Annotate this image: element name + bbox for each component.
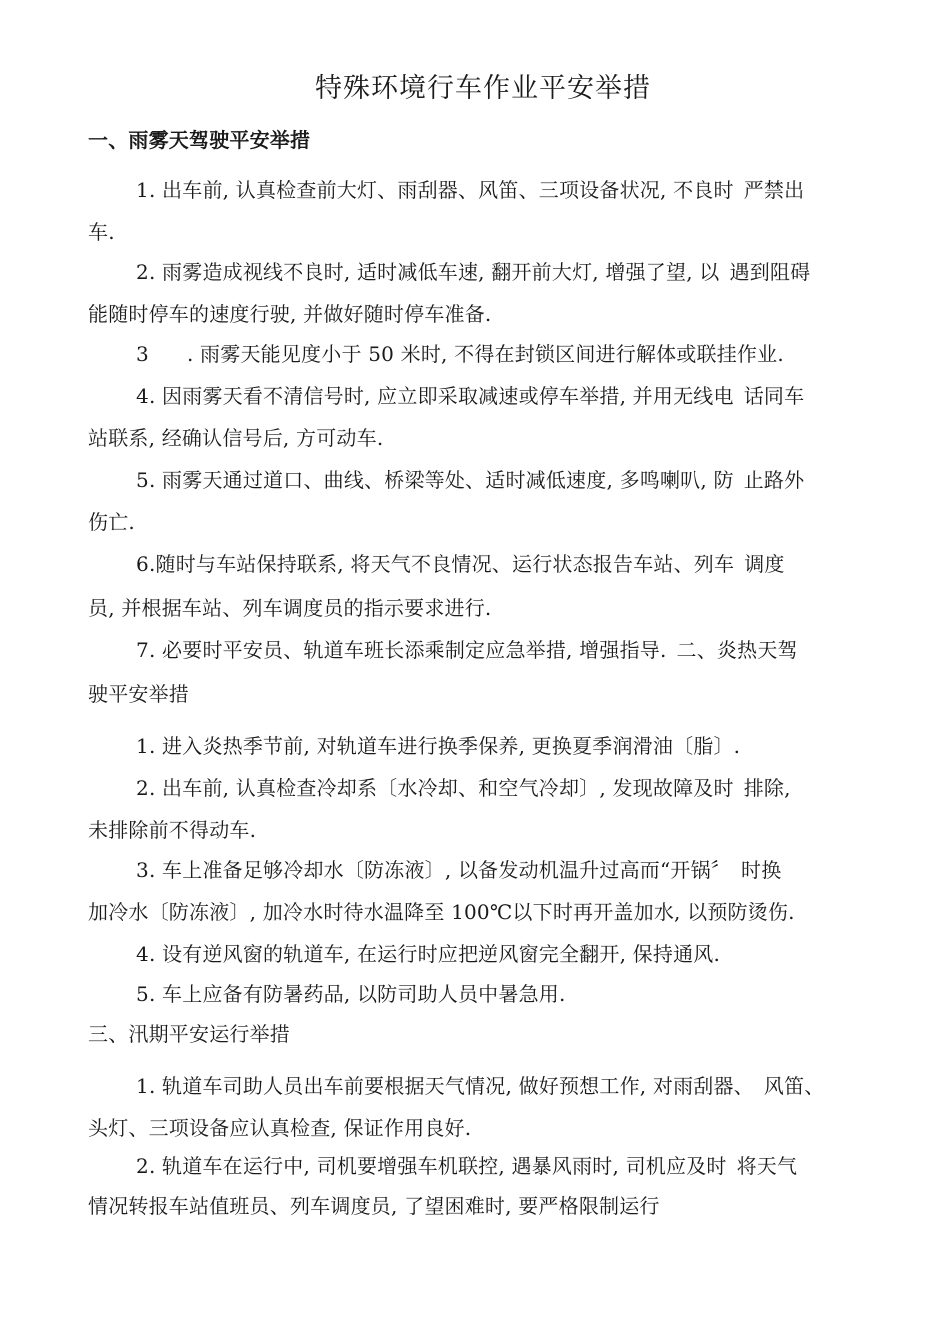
s1-item6-line2: 员, 并根据车站、列车调度员的指示要求进行.	[88, 596, 492, 620]
item-text: . 出车前, 认真检查冷却系〔水冷却、和空气冷却〕, 发现故障及时	[148, 776, 734, 800]
item-number: 2	[136, 260, 149, 284]
document-title: 特殊环境行车作业平安举措	[315, 73, 651, 104]
item-text-cont: 调度	[744, 552, 785, 576]
item-number: 5	[136, 468, 149, 492]
s2-item3-line1	[136, 854, 781, 883]
item-text: . 必要时平安员、轨道车班长添乘制定应急举措, 增强指导.	[148, 638, 667, 662]
item-number: 7	[136, 638, 149, 662]
item-number: 2	[136, 1154, 149, 1178]
item-text: . 进入炎热季节前, 对轨道车进行换季保养, 更换夏季润滑油〔脂〕.	[148, 734, 741, 758]
item-text-cont: 遇到阻碍	[729, 260, 811, 284]
item-text: . 出车前, 认真检查前大灯、雨刮器、风笛、三项设备状况, 不良时	[148, 178, 734, 202]
s2-item3-line2: 加冷水〔防冻液〕, 加冷水时待水温降至 100℃以下时再开盖加水, 以预防烫伤.	[88, 900, 795, 924]
s1-item1-line1	[136, 174, 804, 203]
s1-item4-line1	[136, 380, 804, 409]
s3-item2-line1	[136, 1150, 797, 1179]
s1-item7-line1	[136, 634, 798, 663]
s3-item1-line1	[136, 1070, 825, 1099]
item-text: . 雨雾天通过道口、曲线、桥梁等处、适时减低速度, 多鸣喇叭, 防	[148, 468, 734, 492]
s3-item2-line2: 情况转报车站值班员、列车调度员, 了望困难时, 要严格限制运行	[88, 1194, 660, 1218]
item-text-cont: 排除,	[743, 776, 791, 800]
item-number: 3	[136, 858, 149, 882]
s2-item2-line1	[136, 772, 791, 801]
item-text-cont: 风笛、	[763, 1074, 825, 1098]
item-text-cont: 将天气	[736, 1154, 798, 1178]
item-text: .随时与车站保持联系, 将天气不良情况、运行状态报告车站、列车	[148, 552, 735, 576]
item-text: . 雨雾天能见度小于 50 米时, 不得在封锁区间进行解体或联挂作业.	[186, 342, 784, 366]
section1-heading: 一、雨雾天驾驶平安举措	[88, 128, 311, 152]
item-text: . 车上准备足够冷却水〔防冻液〕, 以备发动机温升过高而“开锅〞	[148, 858, 731, 882]
s1-item1-line2: 车.	[88, 220, 115, 244]
s2-item2-line2: 未排除前不得动车.	[88, 818, 257, 842]
item-number: 3	[136, 342, 149, 366]
item-number: 1	[136, 734, 149, 758]
s1-item5-line2: 伤亡.	[88, 510, 135, 534]
s1-item2-line2: 能随时停车的速度行驶, 并做好随时停车准备.	[88, 302, 492, 326]
s3-item1-line2: 头灯、三项设备应认真检查, 保证作用良好.	[88, 1116, 472, 1140]
s1-item3-line1	[136, 338, 784, 367]
item-text: . 轨道车司助人员出车前要根据天气情况, 做好预想工作, 对雨刮器、	[148, 1074, 754, 1098]
s1-item5-line1	[136, 464, 804, 493]
item-text-cont: 止路外	[743, 468, 805, 492]
section2-heading-part: 二、炎热天驾	[676, 638, 798, 662]
item-text: . 轨道车在运行中, 司机要增强车机联控, 遇暴风雨时, 司机应及时	[148, 1154, 727, 1178]
item-number: 5	[136, 982, 149, 1006]
section2-heading-cont: 驶平安举措	[88, 682, 189, 706]
item-number: 4	[136, 942, 149, 966]
item-text-cont: 严禁出	[743, 178, 805, 202]
s2-item5-line1	[136, 978, 566, 1007]
item-text-cont: 话同车	[743, 384, 805, 408]
s1-item4-line2: 站联系, 经确认信号后, 方可动车.	[88, 426, 384, 450]
item-number: 6	[136, 552, 149, 576]
item-text: . 雨雾造成视线不良时, 适时减低车速, 翻开前大灯, 增强了望, 以	[148, 260, 720, 284]
item-number: 1	[136, 1074, 149, 1098]
item-text: . 设有逆风窗的轨道车, 在运行时应把逆风窗完全翻开, 保持通风.	[148, 942, 721, 966]
s2-item4-line1	[136, 938, 720, 967]
item-number: 4	[136, 384, 149, 408]
s2-item1-line1	[136, 730, 740, 759]
s1-item2-line1	[136, 256, 810, 285]
item-number: 2	[136, 776, 149, 800]
s1-item6-line1	[136, 548, 785, 577]
item-text-cont: 时换	[741, 858, 782, 882]
section3-heading: 三、汛期平安运行举措	[88, 1022, 290, 1046]
item-number: 1	[136, 178, 149, 202]
item-text: . 因雨雾天看不清信号时, 应立即采取减速或停车举措, 并用无线电	[148, 384, 734, 408]
item-text: . 车上应备有防暑药品, 以防司助人员中暑急用.	[148, 982, 566, 1006]
